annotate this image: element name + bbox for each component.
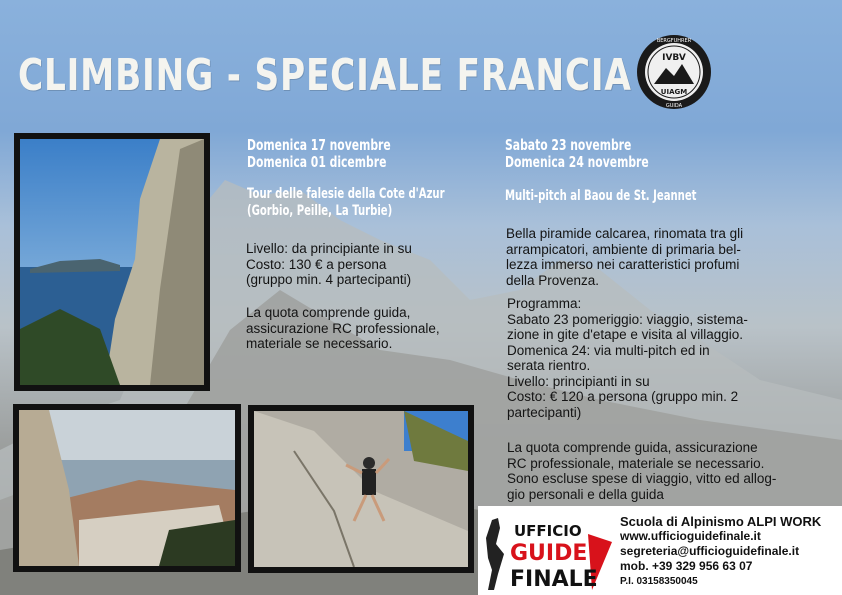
left-group: (gruppo min. 4 partecipanti) xyxy=(246,272,412,287)
ifmga-seal-logo xyxy=(636,34,712,110)
seal-uiagm: UIAGM xyxy=(660,88,688,96)
right-program xyxy=(507,296,825,420)
left-cost: Costo: 130 € a persona xyxy=(246,256,387,272)
left-date-1: Domenica 17 novembre xyxy=(247,136,391,154)
left-includes-2: assicurazione RC professionale, xyxy=(246,320,440,336)
vat-number: P.I. 03158350045 xyxy=(620,576,698,587)
right-program-6: Livello: principianti in su xyxy=(507,373,650,389)
right-program-2: Sabato 23 pomeriggio: viaggio, sistema- xyxy=(507,311,748,327)
logo-ufficio: UFFICIO xyxy=(514,522,582,540)
photo-sea-cliff xyxy=(14,133,210,391)
left-info xyxy=(246,241,484,288)
right-desc-3: lezza immerso nei caratteristici profumi xyxy=(506,257,740,272)
right-date-1: Sabato 23 novembre xyxy=(505,136,632,154)
right-description xyxy=(506,226,821,288)
right-includes-2: RC professionale, materiale se necessario. xyxy=(507,455,765,471)
left-dates xyxy=(247,137,391,171)
ufficio-guide-finale-logo xyxy=(484,514,614,592)
logo-finale: FINALE xyxy=(510,567,598,592)
left-level: Livello: da principiante in su xyxy=(246,241,412,256)
right-program-3: zione in gite d'etape e visita al villaggio. xyxy=(507,327,743,342)
footer-contact-box xyxy=(478,506,842,595)
right-includes-1: La quota comprende guida, assicurazione xyxy=(507,440,758,455)
email-link[interactable]: segreteria@ufficioguidefinale.it xyxy=(620,544,800,558)
school-name: Scuola di Alpinismo ALPI WORK xyxy=(620,514,822,529)
right-includes-4: gio personali e della guida xyxy=(507,486,664,502)
right-desc-1: Bella piramide calcarea, rinomata tra gli xyxy=(506,226,744,241)
page-title: CLIMBING - SPECIALE FRANCIA xyxy=(18,50,632,101)
photo-monaco-view xyxy=(13,404,241,572)
left-subtitle xyxy=(247,186,445,220)
left-includes-1: La quota comprende guida, xyxy=(246,305,411,320)
seal-ivbv: IVBV xyxy=(662,53,686,63)
right-date-2: Domenica 24 novembre xyxy=(505,153,649,171)
right-program-1: Programma: xyxy=(507,296,582,311)
left-subtitle-line-1: Tour delle falesie della Cote d'Azur xyxy=(247,186,445,202)
right-desc-2: arrampicatori, ambiente di primaria bel- xyxy=(506,241,741,257)
photo-climber xyxy=(248,405,474,573)
left-includes-3: materiale se necessario. xyxy=(246,336,393,351)
right-includes-3: Sono escluse spese di viaggio, vitto ed allog- xyxy=(507,471,777,486)
left-includes xyxy=(246,305,484,352)
right-dates xyxy=(505,137,649,171)
right-subtitle: Multi-pitch al Baou de St. Jeannet xyxy=(505,188,697,204)
left-date-2: Domenica 01 dicembre xyxy=(247,153,387,171)
website-link[interactable]: www.ufficioguidefinale.it xyxy=(620,529,761,543)
seal-ring-bottom: GUIDA xyxy=(665,103,683,109)
logo-guide: GUIDE xyxy=(510,541,588,566)
right-desc-4: della Provenza. xyxy=(506,272,600,288)
right-program-5: serata rientro. xyxy=(507,358,591,373)
left-subtitle-line-2: (Gorbio, Peille, La Turbie) xyxy=(247,203,393,219)
contact-info xyxy=(620,514,821,589)
right-includes xyxy=(507,440,825,502)
right-program-4: Domenica 24: via multi-pitch ed in xyxy=(507,342,710,358)
right-program-8: partecipanti) xyxy=(507,404,582,420)
phone-number: mob. +39 329 956 63 07 xyxy=(620,559,753,573)
seal-ring-top: BERGFUHRER xyxy=(656,38,692,44)
right-program-7: Costo: € 120 a persona (gruppo min. 2 xyxy=(507,389,739,404)
